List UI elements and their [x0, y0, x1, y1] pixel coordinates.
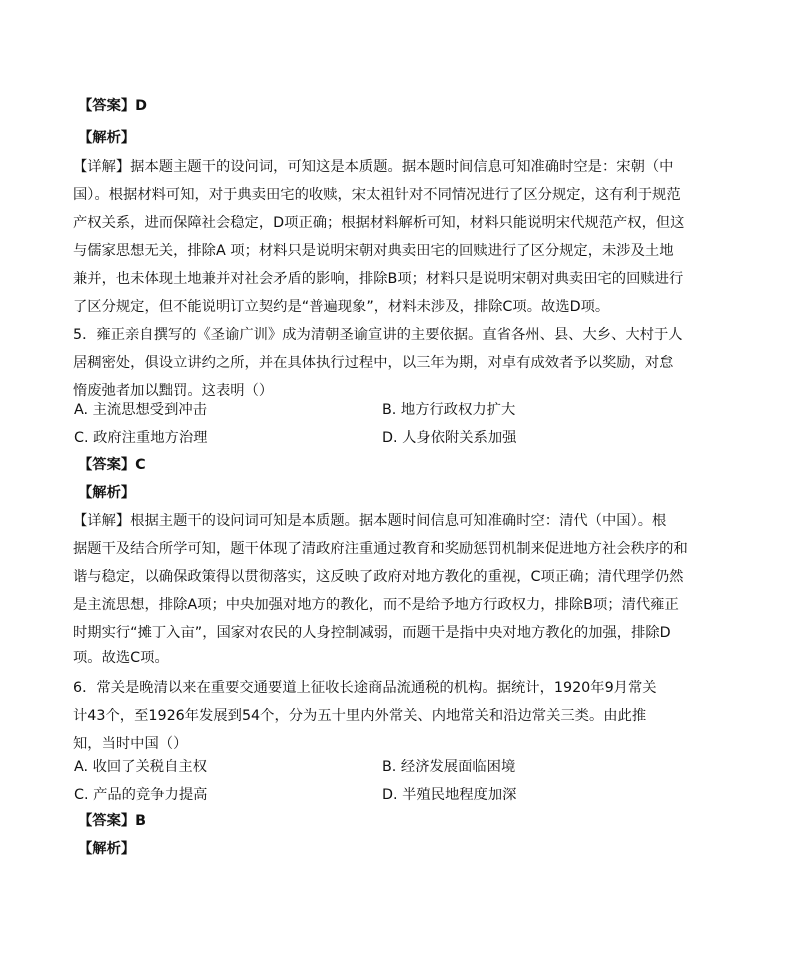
q6-option-b: B. 经济发展面临困境 — [382, 759, 516, 775]
q6-answer: 【答案】B — [78, 813, 147, 829]
q5-option-a: A. 主流思想受到冲击 — [74, 402, 207, 418]
q6-stem-line: 知，当时中国（） — [73, 736, 188, 752]
q4-detail-line: 【详解】据本题主题干的设问词，可知这是本质题。据本题时间信息可知准确时空是：宋朝（中 — [73, 159, 674, 175]
q4-answer: 【答案】D — [78, 98, 148, 114]
q4-detail-line: 兼并，也未体现土地兼并对社会矛盾的影响，排除B项；材料只是说明宋朝对典卖田宅的回赎进行 — [73, 271, 684, 287]
q5-detail-line: 项。故选C项。 — [73, 650, 169, 666]
q6-stem-line: 6．常关是晚清以来在重要交通要道上征收长途商品流通税的机构。据统计，1920年9月常关 — [73, 680, 657, 696]
q5-answer: 【答案】C — [78, 457, 146, 473]
q4-detail-line: 国）。根据材料可知，对于典卖田宅的收赎，宋太祖针对不同情况进行了区分规定，这有利于规范 — [73, 187, 681, 203]
q4-detail-line: 产权关系，进而保障社会稳定，D项正确；根据材料解析可知，材料只能说明宋代规范产权，但这 — [73, 215, 685, 231]
q6-analysis-label: 【解析】 — [78, 841, 136, 857]
q5-detail-line: 是主流思想，排除A项；中央加强对地方的教化，而不是给予地方行政权力，排除B项；清代雍正 — [73, 597, 679, 613]
q5-stem-line: 5．雍正亲自撰写的《圣谕广训》成为清朝圣谕宣讲的主要依据。直省各州、县、大乡、大村于人 — [73, 327, 683, 343]
q5-stem-line: 惰废弛者加以黜罚。这表明（） — [73, 383, 274, 399]
q5-option-d: D. 人身依附关系加强 — [382, 430, 517, 446]
q5-option-c: C. 政府注重地方治理 — [74, 430, 208, 446]
q5-option-b: B. 地方行政权力扩大 — [382, 402, 516, 418]
q6-option-d: D. 半殖民地程度加深 — [382, 787, 517, 803]
q5-detail-line: 据题干及结合所学可知，题干体现了清政府注重通过教育和奖励惩罚机制来促进地方社会秩序的和 — [73, 541, 688, 557]
q4-detail-line: 与儒家思想无关，排除A 项；材料只是说明宋朝对典卖田宅的回赎进行了区分规定，未涉及土地 — [73, 243, 674, 259]
q5-analysis-label: 【解析】 — [78, 485, 136, 501]
q6-option-c: C. 产品的竞争力提高 — [74, 787, 208, 803]
q6-stem-line: 计43个，至1926年发展到54个，分为五十里内外常关、内地常关和沿边常关三类。由此推 — [73, 708, 647, 724]
q4-detail-line: 了区分规定，但不能说明订立契约是“普遍现象”，材料未涉及，排除C项。故选D项。 — [73, 299, 610, 315]
q5-detail-line: 【详解】根据主题干的设问词可知是本质题。据本题时间信息可知准确时空：清代（中国）。根 — [73, 513, 667, 529]
q4-analysis-label: 【解析】 — [78, 130, 136, 146]
q6-option-a: A. 收回了关税自主权 — [74, 759, 207, 775]
q5-stem-line: 居稠密处，俱设立讲约之所，并在具体执行过程中，以三年为期，对卓有成效者予以奖励，对怠 — [73, 355, 674, 371]
q5-detail-line: 谐与稳定，以确保政策得以贯彻落实，这反映了政府对地方教化的重视，C项正确；清代理学仍然 — [73, 569, 684, 585]
q5-detail-line: 时期实行“摊丁入亩”，国家对农民的人身控制减弱，而题干是指中央对地方教化的加强，排除D — [73, 625, 671, 641]
